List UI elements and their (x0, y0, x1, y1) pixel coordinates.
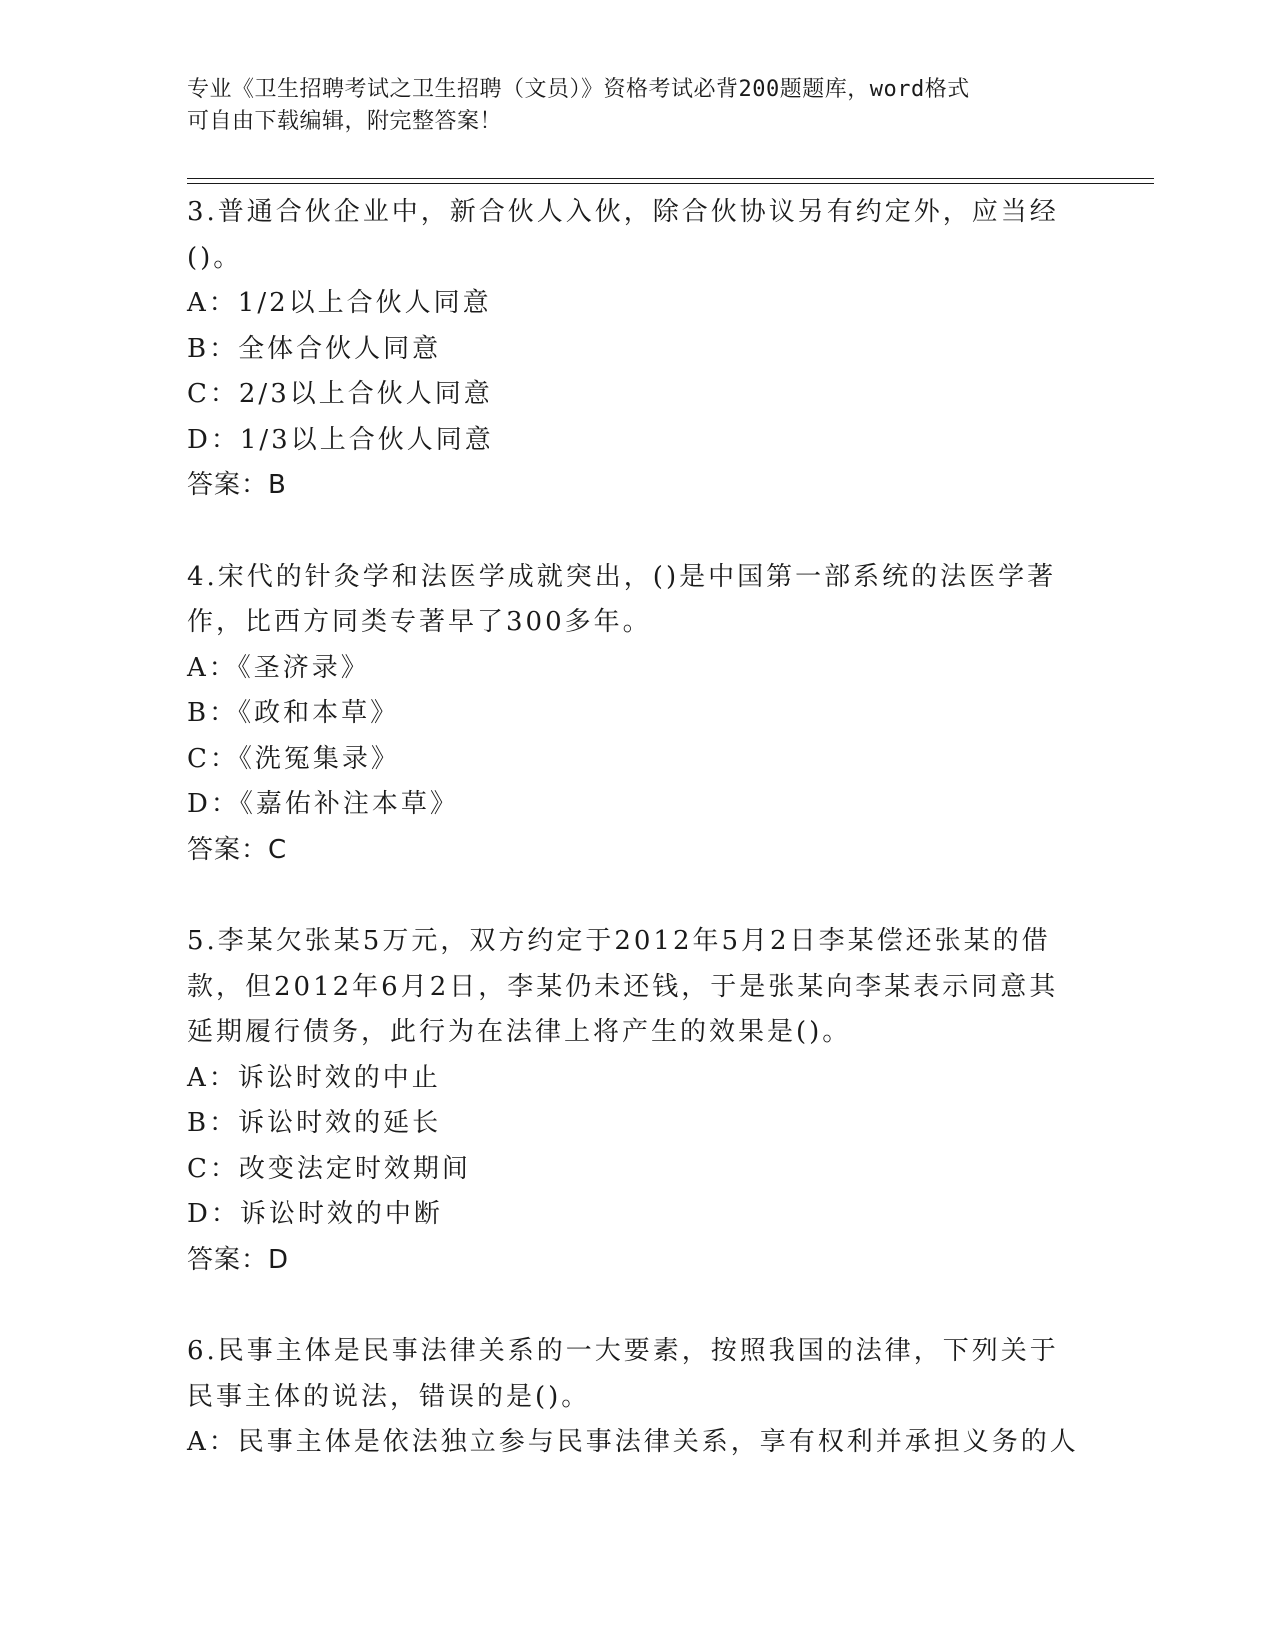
option-d: D：1/3以上合伙人同意 (187, 424, 494, 455)
answer-line: 答案：C (187, 834, 288, 865)
question-stem: 民事主体的说法，错误的是()。 (187, 1381, 591, 1412)
option-d: D：《嘉佑补注本草》 (187, 789, 459, 819)
option-a: A：民事主体是依法独立参与民事法律关系，享有权利并承担义务的人 (187, 1427, 1079, 1457)
option-b: B：全体合伙人同意 (187, 333, 442, 364)
question-stem: 作，比西方同类专著早了300多年。 (187, 607, 652, 637)
option-c: C：《洗冤集录》 (187, 743, 400, 774)
option-a: A：1/2以上合伙人同意 (187, 288, 492, 318)
question-stem: 延期履行债务，此行为在法律上将产生的效果是()。 (187, 1017, 852, 1047)
option-b: B：《政和本草》 (187, 698, 400, 728)
option-b: B：诉讼时效的延长 (187, 1108, 442, 1138)
option-d: D：诉讼时效的中断 (187, 1199, 443, 1229)
option-a: A：《圣济录》 (187, 652, 370, 683)
answer-line: 答案：D (187, 1244, 290, 1275)
question-list (187, 190, 1087, 1512)
question-5 (187, 919, 1087, 1283)
header-divider-top (187, 178, 1154, 179)
question-stem: ()。 (187, 242, 243, 273)
question-6 (187, 1329, 1087, 1466)
option-c: C：改变法定时效期间 (187, 1153, 471, 1184)
question-3 (187, 190, 1087, 509)
question-4 (187, 555, 1087, 874)
question-stem: 3.普通合伙企业中，新合伙人入伙，除合伙协议另有约定外，应当经 (187, 197, 1059, 227)
question-stem: 款，但2012年6月2日，李某仍未还钱，于是张某向李某表示同意其 (187, 971, 1059, 1002)
option-a: A：诉讼时效的中止 (187, 1062, 441, 1093)
answer-line: 答案：B (187, 470, 287, 500)
option-c: C：2/3以上合伙人同意 (187, 379, 493, 409)
header-divider-bottom (187, 183, 1154, 184)
header-line: 专业《卫生招聘考试之卫生招聘（文员）》资格考试必背200题题库，word格式 (187, 77, 970, 102)
question-stem: 5.李某欠张某5万元，双方约定于2012年5月2日李某偿还张某的借 (187, 926, 1051, 956)
question-stem: 4.宋代的针灸学和法医学成就突出，()是中国第一部系统的法医学著 (187, 561, 1057, 592)
header-line: 可自由下载编辑，附完整答案！ (187, 109, 503, 134)
document-header (187, 74, 1087, 138)
question-stem: 6.民事主体是民事法律关系的一大要素，按照我国的法律，下列关于 (187, 1336, 1059, 1366)
